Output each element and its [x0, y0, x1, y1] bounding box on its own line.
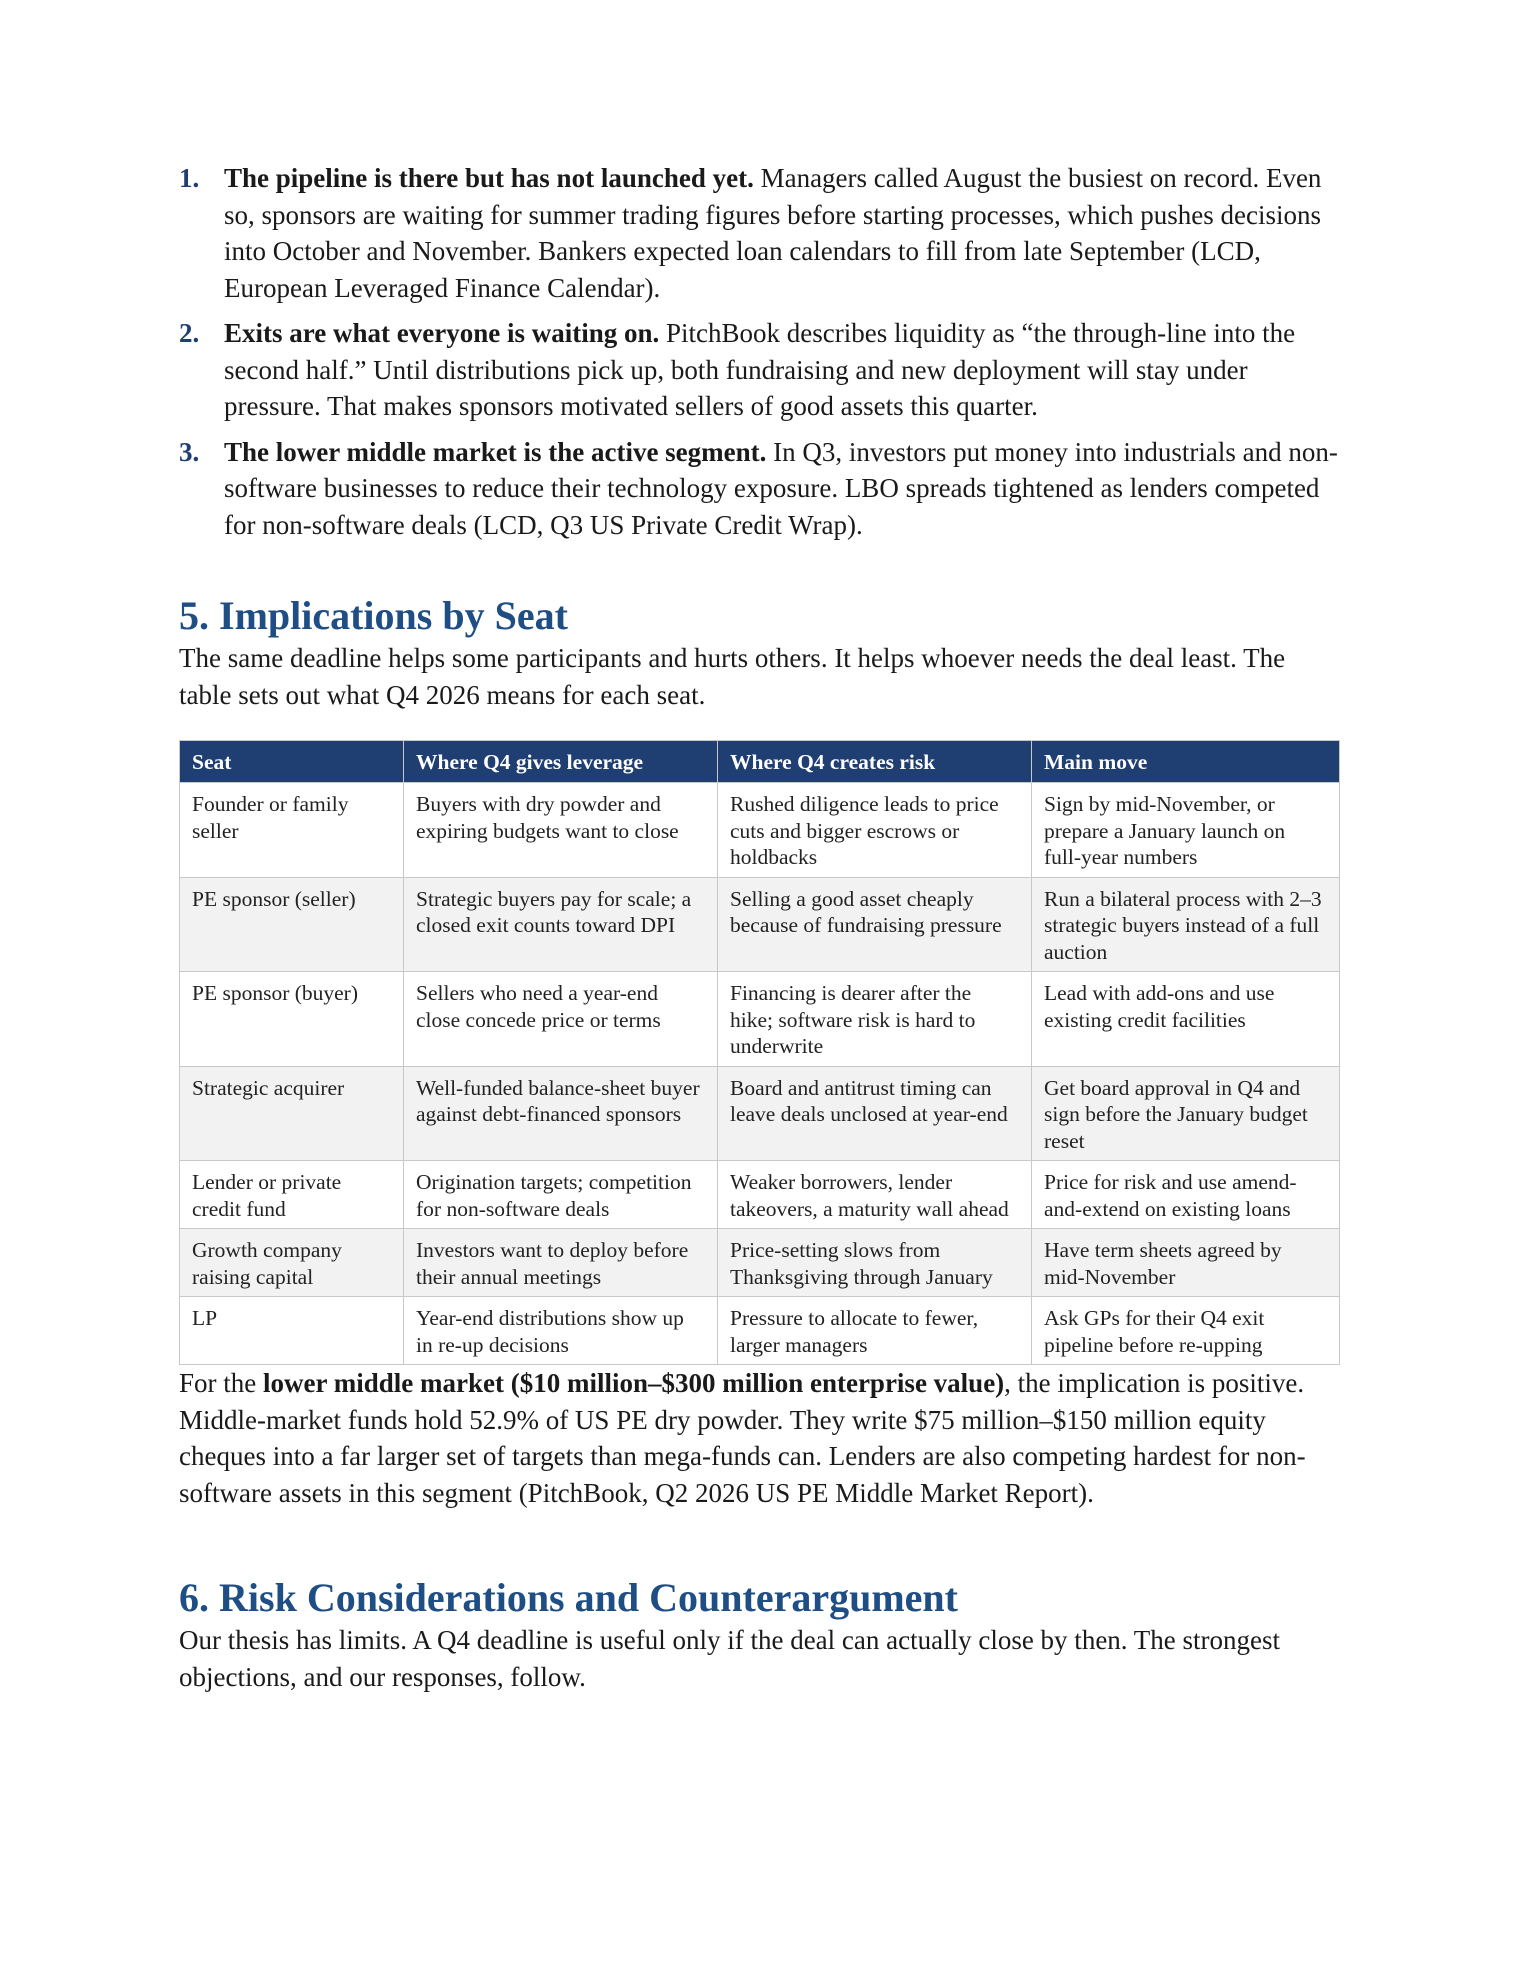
column-header: Where Q4 gives leverage: [404, 741, 718, 783]
table-header-row: [180, 741, 1340, 783]
table-row: [180, 1297, 1340, 1365]
list-item-lead: The lower middle market is the active segment.: [224, 436, 767, 467]
table-row: [180, 877, 1340, 972]
risk-intro: Our thesis has limits. A Q4 deadline is useful only if the deal can actually close by then. The strongest objections, and our responses, follow.: [179, 1625, 1281, 1692]
table-cell: Pressure to allocate to fewer, larger managers: [718, 1297, 1032, 1365]
table-row: [180, 783, 1340, 878]
lower-middle-market-paragraph: [179, 1365, 1339, 1511]
implications-table: [179, 740, 1340, 1365]
table-row: [180, 1229, 1340, 1297]
table-cell: Sign by mid-November, or prepare a January launch on full-year numbers: [1032, 783, 1340, 878]
paragraph-emphasis: lower middle market ($10 million–$300 million enterprise value): [263, 1368, 1005, 1398]
table-cell: Strategic acquirer: [180, 1066, 404, 1161]
list-item: [179, 315, 1339, 425]
column-header: Where Q4 creates risk: [718, 741, 1032, 783]
list-number: 2.: [179, 318, 200, 348]
list-item: [179, 434, 1339, 544]
list-item-text: PitchBook describes liquidity as “the through-line into the second half.” Until distributions pick up, both fundraising and new deployment will stay under pressure. That makes sponsors motivated sellers of good assets this quarter.: [224, 318, 1296, 421]
table-cell: LP: [180, 1297, 404, 1365]
table-cell: Rushed diligence leads to price cuts and bigger escrows or holdbacks: [718, 783, 1032, 878]
table-cell: PE sponsor (seller): [180, 877, 404, 972]
table-cell: Price-setting slows from Thanksgiving through January: [718, 1229, 1032, 1297]
list-number: 1.: [179, 163, 200, 193]
table-cell: Have term sheets agreed by mid-November: [1032, 1229, 1340, 1297]
table-cell: Lead with add-ons and use existing credit facilities: [1032, 972, 1340, 1067]
implications-intro: The same deadline helps some participants and hurts others. It helps whoever needs the deal least. The table sets out what Q4 2026 means for each seat.: [179, 643, 1286, 710]
table-cell: Selling a good asset cheaply because of fundraising pressure: [718, 877, 1032, 972]
list-item-text: Managers called August the busiest on record. Even so, sponsors are waiting for summer trading figures before starting processes, which pushes decisions into October and November. Bankers expected loan calendars to fill from late September (LCD, European Leveraged Finance Calendar).: [224, 163, 1322, 303]
table-cell: Growth company raising capital: [180, 1229, 404, 1297]
table-cell: Run a bilateral process with 2–3 strategic buyers instead of a full auction: [1032, 877, 1340, 972]
findings-list: [179, 160, 1339, 543]
column-header: Seat: [180, 741, 404, 783]
table-cell: Investors want to deploy before their annual meetings: [404, 1229, 718, 1297]
table-cell: Sellers who need a year-end close concede price or terms: [404, 972, 718, 1067]
paragraph-text: , the implication is positive. Middle-market funds hold 52.9% of US PE dry powder. They write $75 million–$150 million equity cheques into a far larger set of targets than mega-funds can. Lenders are also competing hardest for non-software assets in this segment (PitchBook, Q2 2026 US PE Middle Market Report).: [179, 1368, 1306, 1508]
table-cell: Year-end distributions show up in re-up decisions: [404, 1297, 718, 1365]
paragraph-text: For the: [179, 1368, 263, 1398]
document-page: [179, 160, 1339, 1695]
table-cell: Strategic buyers pay for scale; a closed exit counts toward DPI: [404, 877, 718, 972]
section-heading-risk: 6. Risk Considerations and Counterargument: [179, 1575, 958, 1620]
list-number: 3.: [179, 436, 200, 467]
table-cell: Well-funded balance-sheet buyer against debt-financed sponsors: [404, 1066, 718, 1161]
list-item-lead: Exits are what everyone is waiting on.: [224, 318, 660, 348]
section-heading-implications: 5. Implications by Seat: [179, 593, 568, 638]
table-cell: Price for risk and use amend-and-extend on existing loans: [1032, 1161, 1340, 1229]
list-item-text: In Q3, investors put money into industrials and non-software businesses to reduce their technology exposure. LBO spreads tightened as lenders competed for non-software deals (LCD, Q3 US Private Credit Wrap).: [224, 436, 1338, 540]
table-cell: Financing is dearer after the hike; software risk is hard to underwrite: [718, 972, 1032, 1067]
list-item-lead: The pipeline is there but has not launched yet.: [224, 163, 754, 193]
table-cell: PE sponsor (buyer): [180, 972, 404, 1067]
list-item: [179, 160, 1339, 306]
table-cell: Origination targets; competition for non-software deals: [404, 1161, 718, 1229]
table-row: [180, 972, 1340, 1067]
table-cell: Founder or family seller: [180, 783, 404, 878]
column-header: Main move: [1032, 741, 1340, 783]
table-cell: Get board approval in Q4 and sign before the January budget reset: [1032, 1066, 1340, 1161]
table-cell: Board and antitrust timing can leave deals unclosed at year-end: [718, 1066, 1032, 1161]
table-row: [180, 1161, 1340, 1229]
table-cell: Lender or private credit fund: [180, 1161, 404, 1229]
table-cell: Buyers with dry powder and expiring budgets want to close: [404, 783, 718, 878]
table-cell: Weaker borrowers, lender takeovers, a maturity wall ahead: [718, 1161, 1032, 1229]
table-cell: Ask GPs for their Q4 exit pipeline before re-upping: [1032, 1297, 1340, 1365]
table-row: [180, 1066, 1340, 1161]
